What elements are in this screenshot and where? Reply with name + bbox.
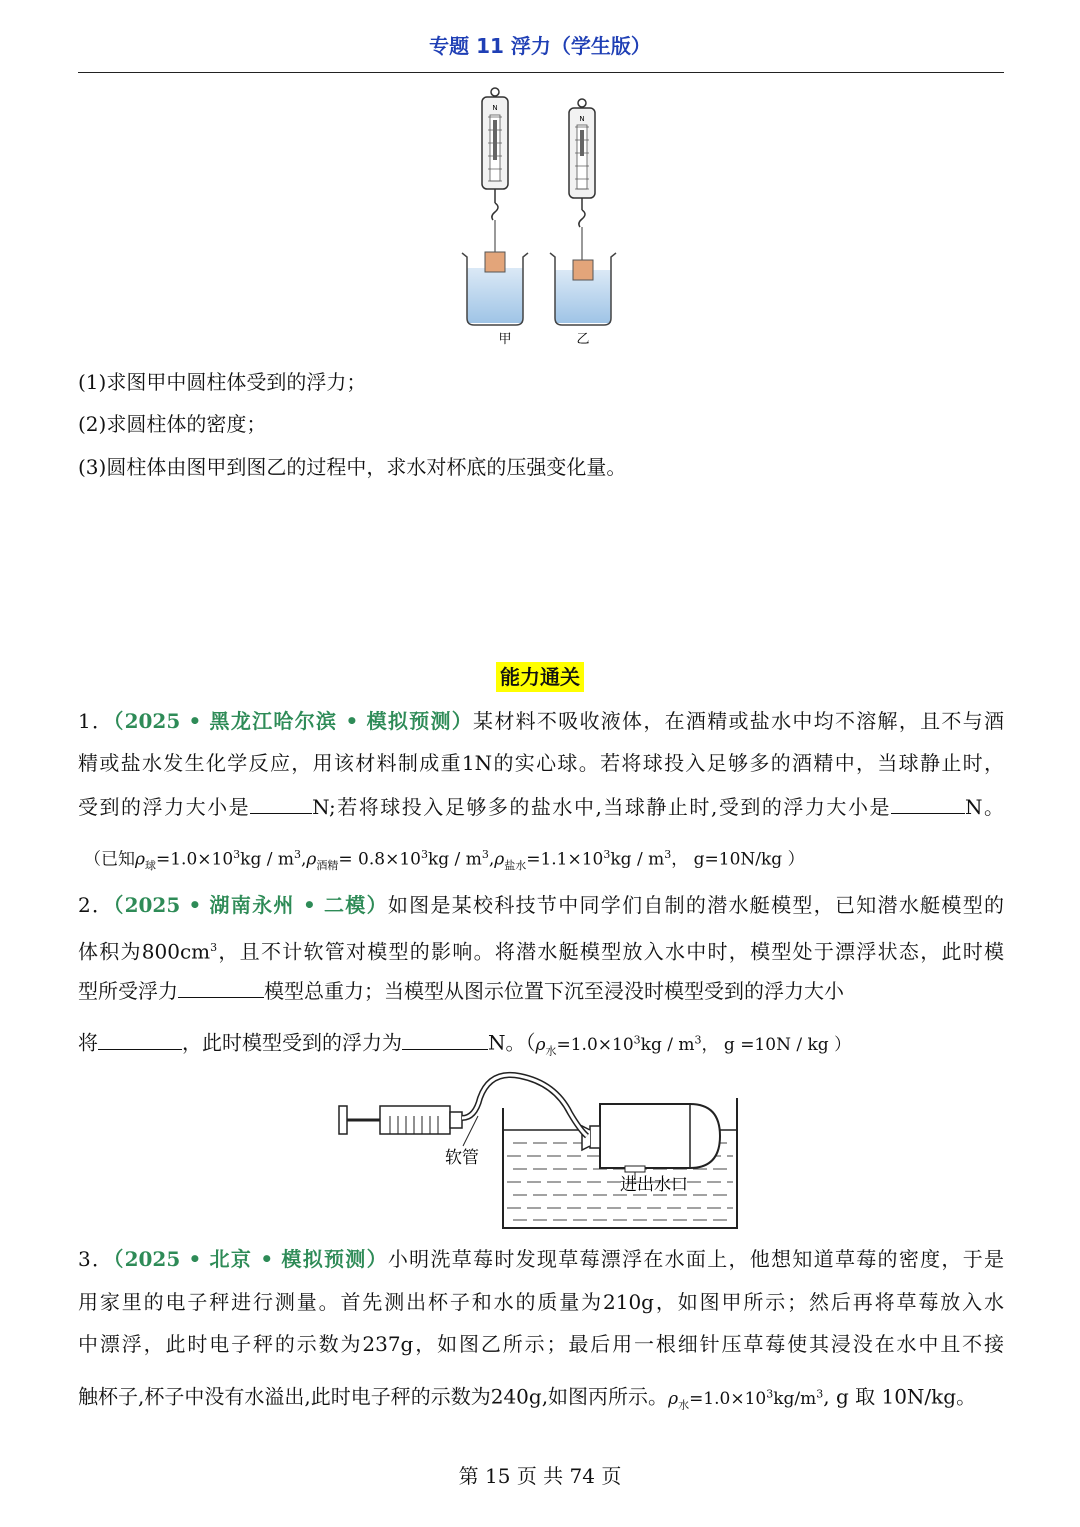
problem-1-number: 1． — [78, 709, 114, 733]
sub-alcohol: 酒精 — [316, 859, 339, 873]
unit: kg/m — [773, 1388, 817, 1409]
exp: 3 — [210, 941, 218, 954]
exp: 3 — [420, 848, 428, 861]
problem-1-text-3c: N。 — [964, 795, 1005, 819]
problem-3-text-4a: 触杯子,杯子中没有水溢出,此时电子秤的示数为240g,如图丙所示。 — [78, 1384, 669, 1409]
problem-2-text-4a: 将 — [78, 1030, 98, 1055]
rho-symbol: ρ — [494, 849, 505, 870]
problem-3-line-2: 用家里的电子秤进行测量。首先测出杯子和水的质量为210g，如图甲所示；然后再将草莓放入水 — [78, 1290, 1004, 1314]
answer-blank-2c[interactable] — [402, 1027, 488, 1050]
scale-unit-right: N — [579, 115, 585, 123]
answer-blank-1a[interactable] — [250, 791, 312, 814]
unit: kg / m — [610, 849, 665, 870]
problem-3-text-4b: , g 取 10N/kg。 — [823, 1384, 977, 1409]
problem-2-source: （2025 • 湖南永州 • 二模） — [113, 893, 388, 917]
answer-blank-2a[interactable] — [178, 975, 264, 998]
val-water: =1.0×10 — [689, 1388, 767, 1409]
unit: kg / m — [427, 849, 482, 870]
submarine-body — [582, 1104, 720, 1172]
g-value: ， g=10N/kg ） — [671, 849, 805, 870]
val-salt: =1.1×10 — [526, 849, 604, 870]
header-rule — [78, 72, 1004, 73]
syringe — [339, 1106, 462, 1134]
problem-3-source: （2025 • 北京 • 模拟预测） — [113, 1247, 388, 1271]
answer-blank-2b[interactable] — [98, 1027, 182, 1050]
page-header-title: 专题 11 浮力（学生版） — [429, 34, 651, 58]
problem-3-number: 3． — [78, 1247, 114, 1271]
exp: 3 — [603, 848, 611, 861]
page-footer: 第 15 页 共 74 页 — [458, 1464, 622, 1488]
problem-1-text-1: 某材料不吸收液体，在酒精或盐水中均不溶解，且不与酒 — [473, 709, 1004, 733]
problem-3-text-1: 小明洗草莓时发现草莓漂浮在水面上，他想知道草莓的密度，于是 — [387, 1247, 1004, 1271]
problem-1-line-2: 精或盐水发生化学反应，用该材料制成重1N的实心球。若将球投入足够多的酒精中，当球静止时， — [78, 751, 1004, 775]
section-title-text: 能力通关 — [496, 662, 584, 692]
problem-3-line-1 — [78, 1244, 1004, 1274]
g-value: ， g =10N / kg ） — [701, 1034, 852, 1055]
problem-2-text-2b: ，且不计软管对模型的影响。将潜水艇模型放入水中时，模型处于漂浮状态，此时模 — [217, 939, 1004, 964]
problem-3-line-3: 中漂浮，此时电子秤的示数为237g，如图乙所示；最后用一根细针压草莓使其浸没在水中且不接 — [78, 1332, 1004, 1356]
problem-2-number: 2． — [78, 893, 114, 917]
rho-symbol: ρ — [535, 1034, 546, 1055]
submarine-model-figure — [335, 1068, 745, 1233]
question-part-3: (3)圆柱体由图甲到图乙的过程中，求水对杯底的压强变化量。 — [78, 455, 627, 479]
spring-scale-figure — [450, 85, 630, 350]
problem-1-known-values — [84, 840, 805, 881]
problem-2-line-4 — [78, 1025, 851, 1066]
sub-water: 水 — [678, 1398, 690, 1412]
problem-1-text-3b: N;若将球投入足够多的盐水中,当球静止时,受到的浮力大小是 — [312, 795, 891, 819]
exp: 3 — [816, 1387, 824, 1400]
problem-1-source: （2025 • 黑龙江哈尔滨 • 模拟预测） — [113, 709, 474, 733]
section-title — [0, 662, 1080, 692]
spring-scale-left — [482, 88, 508, 252]
figure-label-right: 乙 — [576, 332, 590, 347]
sep: , — [301, 849, 307, 870]
beaker-right — [550, 253, 616, 325]
label-tube: 软管 — [445, 1148, 479, 1168]
sep: , — [488, 849, 495, 870]
problem-1-line-1 — [78, 706, 1004, 736]
val-alcohol: = 0.8×10 — [338, 849, 421, 870]
exp: 3 — [664, 848, 672, 861]
exp: 3 — [633, 1033, 641, 1046]
known-open: （已知 — [84, 849, 135, 870]
answer-blank-1b[interactable] — [891, 791, 965, 814]
problem-2-text-3a: 型所受浮力 — [78, 979, 178, 1003]
sub-water: 水 — [545, 1044, 557, 1058]
problem-2-text-1: 如图是某校科技节中同学们自制的潜水艇模型，已知潜水艇模型的 — [387, 893, 1004, 917]
val-ball: =1.0×10 — [156, 849, 234, 870]
question-part-1: (1)求图甲中圆柱体受到的浮力； — [78, 370, 367, 394]
problem-3-line-4 — [78, 1379, 976, 1420]
label-water-port: 进出水口 — [620, 1175, 688, 1195]
problem-2-text-3b: 模型总重力；当模型从图示位置下沉至浸没时模型受到的浮力大小 — [264, 979, 844, 1003]
exp: 3 — [766, 1387, 774, 1400]
problem-1-text-3a: 受到的浮力大小是 — [78, 795, 251, 819]
sub-salt: 盐水 — [504, 859, 527, 873]
rho-symbol: ρ — [135, 849, 145, 870]
exp: 3 — [481, 848, 489, 861]
exp: 3 — [294, 848, 301, 861]
problem-2-line-2 — [78, 933, 1004, 967]
problem-2-line-1 — [78, 890, 1004, 920]
problem-2-line-3 — [78, 975, 844, 1006]
problem-2-text-2a: 体积为800cm — [78, 939, 211, 964]
rho-symbol: ρ — [668, 1388, 679, 1409]
problem-1-line-3 — [78, 791, 1004, 822]
figure-label-left: 甲 — [498, 332, 512, 347]
unit: kg / m — [640, 1034, 695, 1055]
beaker-left — [462, 252, 528, 325]
sub-ball: 球 — [145, 859, 156, 873]
problem-2-text-4c: N。（ — [488, 1030, 536, 1055]
val-water: =1.0×10 — [556, 1034, 634, 1055]
unit: kg / m — [240, 849, 294, 870]
spring-scale-right — [569, 99, 595, 260]
rho-symbol: ρ — [306, 849, 317, 870]
problem-2-text-4b: ，此时模型受到的浮力为 — [182, 1030, 402, 1055]
question-part-2: (2)求圆柱体的密度； — [78, 412, 267, 436]
scale-unit-left: N — [492, 104, 498, 112]
exp: 3 — [233, 848, 241, 861]
exp: 3 — [694, 1033, 702, 1046]
